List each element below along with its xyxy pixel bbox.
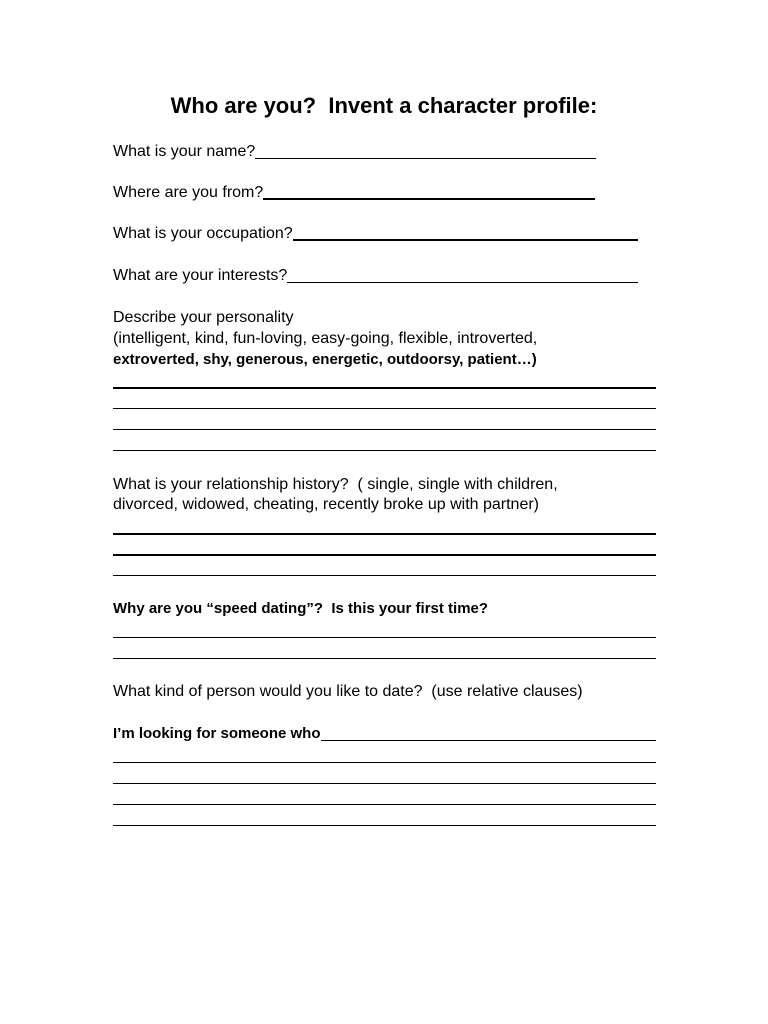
- relationship-question-line-2: divorced, widowed, cheating, recently broke up with partner): [113, 496, 539, 513]
- looking-for-answer-line[interactable]: [321, 740, 656, 741]
- personality-examples-line-2: extroverted, shy, generous, energetic, outdoorsy, patient…): [113, 351, 537, 368]
- occupation-question: [113, 224, 638, 244]
- relationship-answer-line[interactable]: [113, 533, 656, 535]
- personality-examples-line-1: (intelligent, kind, fun-loving, easy-going, flexible, introverted,: [113, 330, 538, 347]
- relationship-answer-line[interactable]: [113, 554, 656, 556]
- looking-for-row: [113, 724, 656, 744]
- speed-dating-answer-line[interactable]: [113, 637, 656, 638]
- ideal-date-answer-line[interactable]: [113, 804, 656, 805]
- ideal-date-answer-line[interactable]: [113, 762, 656, 763]
- interests-question: [113, 266, 638, 286]
- personality-answer-line[interactable]: [113, 408, 656, 409]
- ideal-date-answer-line[interactable]: [113, 783, 656, 784]
- interests-answer-line[interactable]: [287, 282, 638, 283]
- personality-answer-line[interactable]: [113, 429, 656, 430]
- personality-answer-line[interactable]: [113, 450, 656, 451]
- speed-dating-question: Why are you “speed dating”? Is this your first time?: [113, 600, 489, 617]
- occupation-answer-line[interactable]: [293, 239, 638, 241]
- looking-for-prompt: I’m looking for someone who: [113, 725, 321, 742]
- personality-heading: Describe your personality: [113, 309, 294, 326]
- name-question-label: What is your name?: [113, 143, 256, 160]
- ideal-date-answer-line[interactable]: [113, 825, 656, 826]
- speed-dating-answer-line[interactable]: [113, 658, 656, 659]
- name-question: [113, 142, 596, 162]
- relationship-question-line-1: What is your relationship history? ( single, single with children,: [113, 476, 558, 493]
- ideal-date-question: What kind of person would you like to date? (use relative clauses): [113, 683, 583, 700]
- personality-answer-line[interactable]: [113, 387, 656, 389]
- from-question-label: Where are you from?: [113, 184, 264, 201]
- relationship-answer-line[interactable]: [113, 575, 656, 576]
- occupation-question-label: What is your occupation?: [113, 225, 293, 242]
- interests-question-label: What are your interests?: [113, 267, 288, 284]
- name-answer-line[interactable]: [255, 158, 596, 159]
- from-answer-line[interactable]: [263, 198, 595, 200]
- from-question: [113, 183, 595, 203]
- page-title: Who are you? Invent a character profile:: [170, 93, 598, 118]
